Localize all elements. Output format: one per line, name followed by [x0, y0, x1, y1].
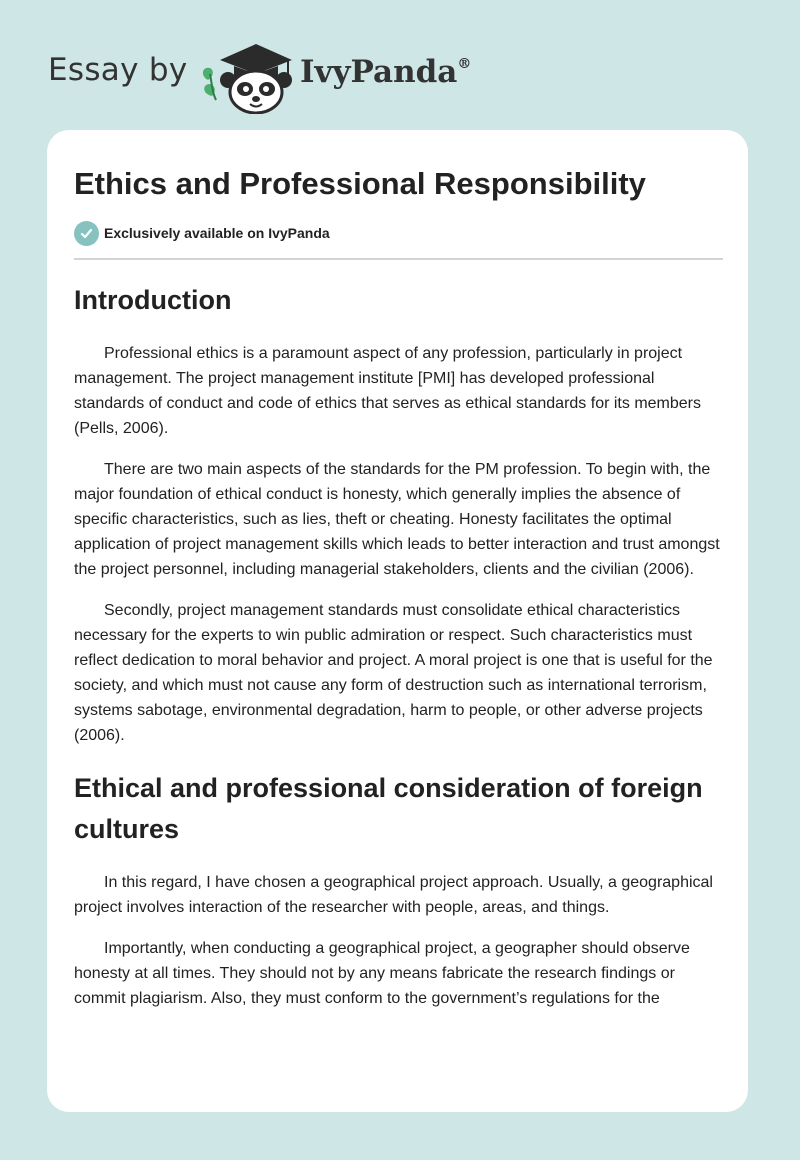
paragraph: Importantly, when conducting a geographical project, a geographer should observe honesty at all times. They should not by any means fabricate the research findings or commit plagiarism. Also, they must conform to the government’s regulations for the — [74, 940, 690, 1007]
section-heading-foreign-cultures: Ethical and professional consideration of foreign cultures — [74, 773, 703, 844]
paragraph: Professional ethics is a paramount aspect of any profession, particularly in project management. The project management institute [PMI] has developed professional standards of conduct and code of ethics that serves as ethical standards for its members (Pells, 2006). — [74, 345, 701, 437]
ivy-leaf-icon — [203, 68, 216, 100]
divider — [74, 258, 723, 260]
check-icon — [74, 221, 99, 246]
article-card — [47, 130, 748, 1112]
badge-label: Exclusively available on IvyPanda — [104, 225, 330, 241]
registered-mark: ® — [457, 56, 472, 72]
panda-logo-icon — [198, 34, 296, 114]
page-title: Ethics and Professional Responsibility — [74, 166, 646, 201]
article-content — [74, 164, 723, 1011]
paragraph: There are two main aspects of the standards for the PM profession. To begin with, the major foundation of ethical conduct is honesty, which generally implies the absence of specific characteristics, such as lies, theft or cheating. Honesty facilitates the optimal application of project management skills which leads to better interaction and trust amongst the project personnel, including managerial stakeholders, clients and the civilian (2006). — [74, 461, 720, 578]
paragraph: Secondly, project management standards must consolidate ethical characteristics necessary for the experts to win public admiration or respect. Such characteristics must reflect dedication to moral behavior and project. A moral project is one that is useful for the society, and which must not cause any form of destruction such as international terrorism, systems sabotage, environmental degradation, harm to people, or other adverse projects (2006). — [74, 602, 713, 744]
essay-by-label: Essay by — [48, 52, 188, 88]
brand-name: IvyPanda® — [300, 54, 472, 90]
exclusive-badge — [74, 220, 723, 246]
paragraph: In this regard, I have chosen a geographical project approach. Usually, a geographical project involves interaction of the researcher with people, areas, and things. — [74, 874, 713, 916]
site-header — [48, 34, 748, 114]
section-heading-introduction: Introduction — [74, 285, 232, 315]
